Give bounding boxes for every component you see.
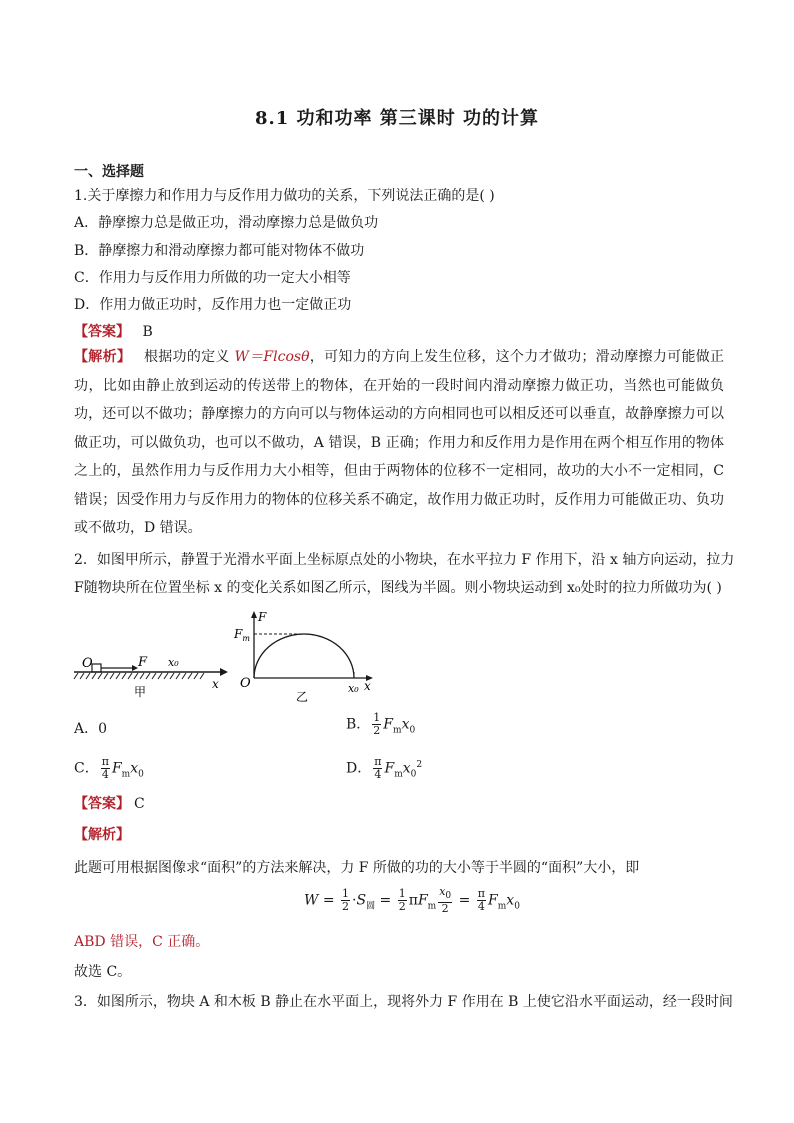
figure-caption: 乙 (296, 690, 309, 704)
block-icon (92, 664, 101, 672)
q1-analysis (74, 343, 724, 543)
x0-label: x₀ (168, 656, 179, 669)
analysis-text-pre: 根据功的定义 (143, 349, 230, 365)
q2-answer (74, 794, 720, 814)
work-formula: W＝Flcosθ (234, 349, 310, 365)
answer-label: 【答案】 (74, 796, 130, 812)
section-heading: 一、选择题 (74, 164, 144, 180)
q2-choose: 故选 C。 (74, 964, 132, 980)
q2-option-a: A．0 (74, 721, 108, 737)
q2-stem-line2: F随物块所在位置坐标 x 的变化关系如图乙所示，图线为半圆。则小物块运动到 x₀处时的拉力所做功为( ) (74, 580, 722, 596)
q2-option-c: C． $\frac{\pi}{4}$ $F_mx_0$ (74, 755, 144, 781)
analysis-text: ，可知力的方向上发生位移，这个力才做功；滑动摩擦力可能做正功，比如由静止放到运动的传送带上的物体，在开始的一段时间内滑动摩擦力做正功，当然也可能做负功，还可以不做功；静摩擦力的方向可以与物体运动的方向相同也可以相反还可以垂直，故静摩擦力可以做正功，可以做负功，也可以不做功，A 错误，B 正确；作用力和反作用力是作用在两个相互作用的物体之上的，虽然作用力与反作用力大小相等，但由于两物体的位移不一定相同，故功的大小不一定相同，C 错误；因受作用力与反作用力的物体的位移关系不确定，故作用力做正功时，反作用力可能做正功、负功或不做功，D 错误。 (74, 349, 725, 536)
answer-value: B (142, 324, 153, 340)
fm-label: $F_m$ (234, 627, 250, 643)
q2-option-b: B． $\frac{1}{2}$ $F_mx_0$ (346, 711, 416, 737)
analysis-label: 【解析】 (74, 349, 132, 365)
answer-value: C (134, 796, 145, 812)
q1-option-a: A．静摩擦力总是做正功，滑动摩擦力总是做负功 (74, 215, 379, 231)
q1-option-d: D．作用力做正功时，反作用力也一定做正功 (74, 297, 352, 313)
x-axis-label: x (212, 677, 219, 691)
q1-option-b: B．静摩擦力和滑动摩擦力都可能对物体不做功 (74, 243, 365, 259)
origin-label: O (240, 676, 251, 691)
semicircle-curve (254, 634, 354, 678)
figure-jia (70, 640, 230, 700)
x-axis-label: x (364, 679, 371, 693)
q2-analysis-text: 此题可用根据图像求“面积”的方法来解决，力 F 所做的功的大小等于半圆的“面积”大小，即 (74, 860, 640, 876)
x0-label: x₀ (348, 682, 359, 695)
q2-stem-line1: 2．如图甲所示，静置于光滑水平面上坐标原点处的小物块，在水平拉力 F 作用下，沿 x 轴方向运动，拉力 (74, 552, 735, 568)
q2-conclusion: ABD 错误，C 正确。 (74, 934, 210, 950)
page-title: 8.1 功和功率 第三课时 功的计算 (254, 108, 540, 129)
q1-option-c: C．作用力与反作用力所做的功一定大小相等 (74, 270, 351, 286)
answer-label: 【答案】 (74, 324, 130, 340)
q3-stem: 3．如图所示，物块 A 和木板 B 静止在水平面上，现将外力 F 作用在 B 上使它沿水平面运动，经一段时间 (74, 994, 733, 1010)
figure-caption: 甲 (134, 685, 147, 699)
f-axis-label: F (258, 610, 267, 624)
q1-stem: 1.关于摩擦力和作用力与反作用力做功的关系，下列说法正确的是( ) (74, 188, 495, 204)
figure-yi (230, 608, 378, 704)
q2-analysis-label: 【解析】 (74, 827, 130, 843)
origin-label: O (82, 656, 93, 671)
q2-work-equation: W = $\frac{1}{2}$ $\cdot S_圆$ = $\frac{1}{2}$ $\pi F_m$ $\frac{x_0}{2}$ = $\frac{\pi}{4}$ $F_mx_0$ (304, 885, 520, 916)
q2-option-d: D． $\frac{\pi}{4}$ $F_mx_0^2$ (346, 755, 423, 781)
q1-answer (74, 322, 720, 342)
force-label: F (138, 655, 148, 670)
